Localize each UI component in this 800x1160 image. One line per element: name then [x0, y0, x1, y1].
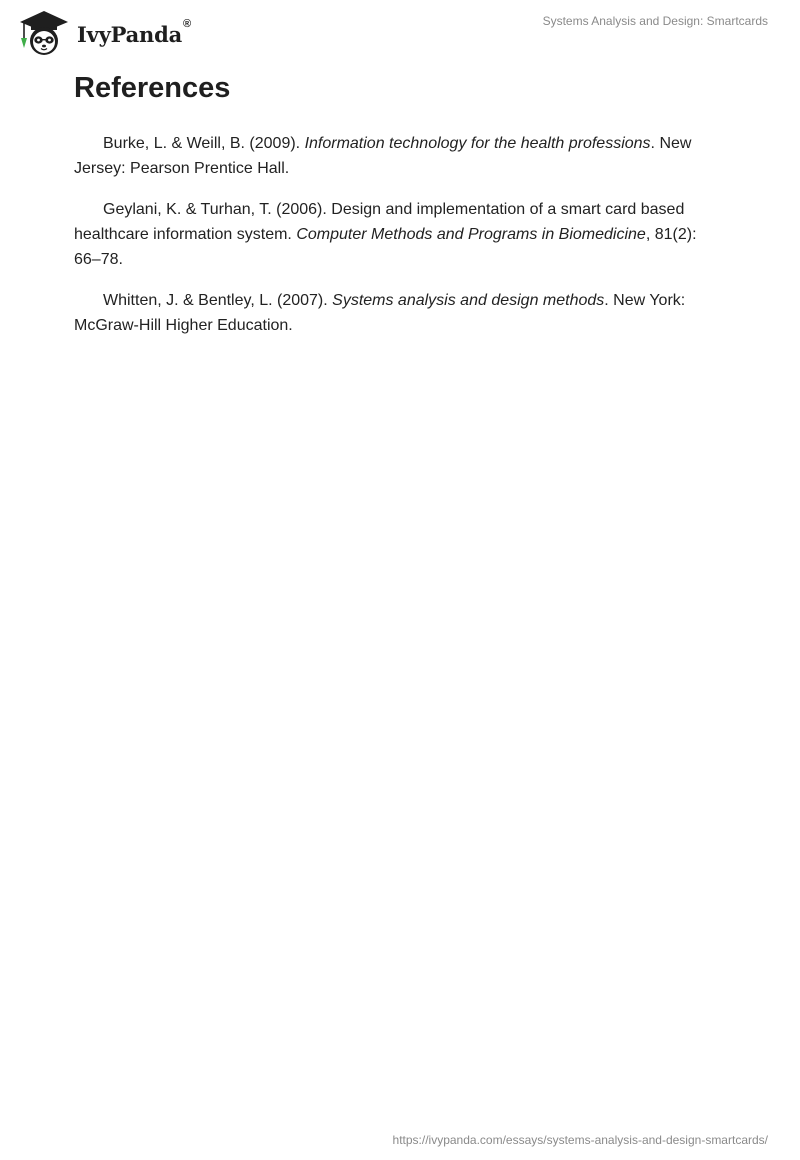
- page-title: References: [74, 72, 231, 104]
- reference-text: . New Jersey: Pearson Prentice Hall.: [74, 135, 692, 177]
- reference-text: Whitten, J. & Bentley, L. (2007).: [103, 292, 333, 309]
- reference-title: Computer Methods and Programs in Biomedicine: [296, 226, 646, 243]
- reference-text: , 81(2): 66–78.: [74, 226, 697, 268]
- graduation-cap-panda-icon: [14, 8, 74, 58]
- registered-mark: ®: [183, 18, 191, 30]
- reference-item: [74, 197, 724, 272]
- brand-logo[interactable]: [14, 8, 191, 58]
- running-title: Systems Analysis and Design: Smartcards: [542, 14, 768, 28]
- reference-text: Geylani, K. & Turhan, T. (2006). Design and implementation of a smart card based healthcare information system.: [74, 201, 685, 243]
- reference-title: Systems analysis and design methods: [332, 292, 605, 309]
- reference-item: [74, 131, 724, 181]
- footer-url[interactable]: https://ivypanda.com/essays/systems-analysis-and-design-smartcards/: [392, 1133, 768, 1147]
- reference-text: Burke, L. & Weill, B. (2009).: [103, 135, 305, 152]
- brand-name: IvyPanda®: [77, 18, 191, 47]
- reference-text: . New York: McGraw-Hill Higher Education.: [74, 292, 686, 334]
- reference-item: [74, 288, 724, 338]
- reference-title: Information technology for the health professions: [304, 135, 651, 152]
- reference-list: [74, 131, 724, 354]
